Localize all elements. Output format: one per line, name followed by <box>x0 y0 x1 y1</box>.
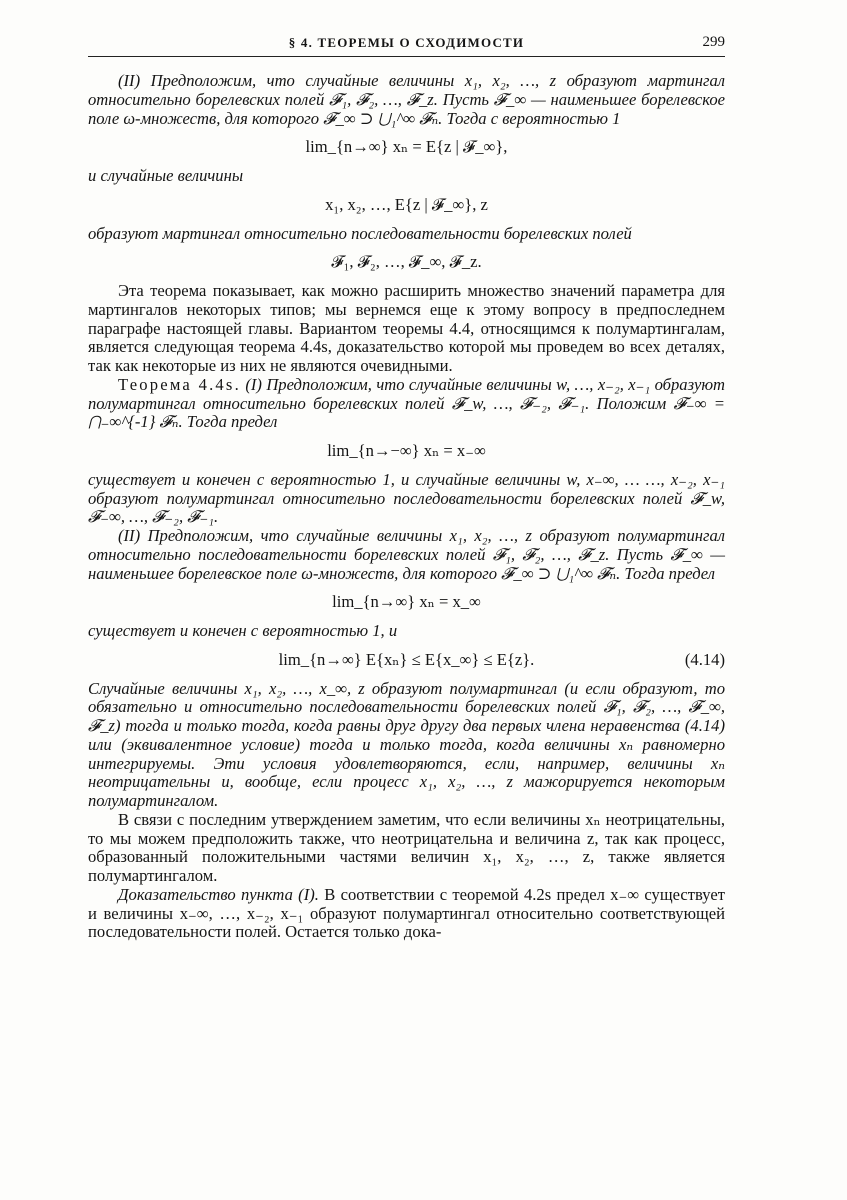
theorem-text-line: образуют мартингал относительно последовательности борелевских полей <box>88 223 632 243</box>
commentary-paragraph: Эта теорема показывает, как можно расширить множество значений параметра для мартингалов некоторых типов; мы вернемся еще к этому вопросу в предпоследнем параграфе настоящей главы. Вариантом теоремы 4.4, относящимся к полумартингалам, является следующая теорема 4.4s, доказательство которой мы проведем во всех деталях, так как некоторые из них не являются очевидными. <box>88 281 725 375</box>
proof-paragraph <box>88 886 725 942</box>
theorem-conditions-paragraph: Случайные величины x₁, x₂, …, x_∞, z образуют полумартингал (и если образуют, то обязательно и относительно последовательности борелевских полей 𝓕₁, 𝓕₂, …, 𝓕_∞, 𝓕_z) тогда и только тогда, когда равны друг другу два первых члена неравенства (4.14) или (эквивалентное условие) тогда и только тогда, когда величины xₙ равномерно интегрируемы. Эти условия удовлетворяются, если, например, величины xₙ неотрицательны и, вообще, если процесс x₁, x₂, …, z мажорируется некоторым полумартингалом. <box>88 678 725 810</box>
equation-limit-minus-infinity: lim_{n→−∞} xₙ = x₋∞ <box>327 441 486 460</box>
theorem-text-line: и случайные величины <box>88 166 244 185</box>
theorem-part-2-paragraph: (II) Предположим, что случайные величины x₁, x₂, …, z образуют мартингал относительно борелевских полей 𝓕₁, 𝓕₂, …, 𝓕_z. Пусть 𝓕_∞ — наименьшее борелевское поле ω-множеств, для которого 𝓕_∞ ⊃ ⋃₁^∞ 𝓕ₙ. Тогда с вероятностью 1 <box>88 71 725 128</box>
theorem-text-line: существует и конечен с вероятностью 1, и <box>88 621 398 640</box>
equation-sequence: x₁, x₂, …, E{z | 𝓕_∞}, z <box>325 194 488 214</box>
equation-borel-fields: 𝓕₁, 𝓕₂, …, 𝓕_∞, 𝓕_z. <box>331 252 482 272</box>
theorem-text-paragraph: существует и конечен с вероятностью 1, и случайные величины w, x₋∞, … …, x₋₂, x₋₁ образуют полумартингал относительно последовательности борелевских полей 𝓕_w, 𝓕₋∞, …, 𝓕₋₂, 𝓕₋₁. <box>88 469 725 527</box>
running-head: § 4. ТЕОРЕМЫ О СХОДИМОСТИ <box>288 35 525 50</box>
proof-label: Доказательство пункта (I). <box>118 884 319 904</box>
equation-4-14 <box>88 651 725 670</box>
equation-number: (4.14) <box>684 649 725 669</box>
theorem-part-1-text: (I) Предположим, что случайные величины w, …, x₋₂, x₋₁ образуют полумартингал относительно борелевских полей 𝓕_w, …, 𝓕₋₂, 𝓕₋₁. Положим 𝓕₋∞ = ⋂₋∞^{-1} 𝓕ₙ. Тогда предел <box>88 374 725 432</box>
page-number: 299 <box>702 34 725 50</box>
theorem-part-2-paragraph: (II) Предположим, что случайные величины x₁, x₂, …, z образуют полумартингал относительно последовательности борелевских полей 𝓕₁, 𝓕₂, …, 𝓕_z. Пусть 𝓕_∞ — наименьшее борелевское поле ω-множеств, для которого 𝓕_∞ ⊃ ⋃₁^∞ 𝓕ₙ. Тогда предел <box>88 526 725 583</box>
theorem-label: Теорема 4.4s. <box>118 374 241 394</box>
theorem-4-4s-paragraph <box>88 376 725 432</box>
remark-paragraph: В связи с последним утверждением заметим, что если величины xₙ неотрицательны, то мы можем предположить также, что неотрицательна и величина z, так как процесс, образованный положительными частями величин x₁, x₂, …, z, также является полумартингалом. <box>88 809 725 885</box>
equation-limit-infinity: lim_{n→∞} xₙ = x_∞ <box>332 592 481 612</box>
page-header <box>88 36 725 57</box>
equation-limit-conditional-expectation: lim_{n→∞} xₙ = E{z | 𝓕_∞}, <box>305 137 508 157</box>
equation-4-14-body: lim_{n→∞} E{xₙ} ≤ E{x_∞} ≤ E{z}. <box>278 649 535 669</box>
page-body <box>88 72 725 942</box>
proof-text: В соответствии с теоремой 4.2s предел x₋∞ существует и величины x₋∞, …, x₋₂, x₋₁ образуют полумартингал относительно соответствующей последовательности полей. Остается только дока- <box>88 884 725 942</box>
